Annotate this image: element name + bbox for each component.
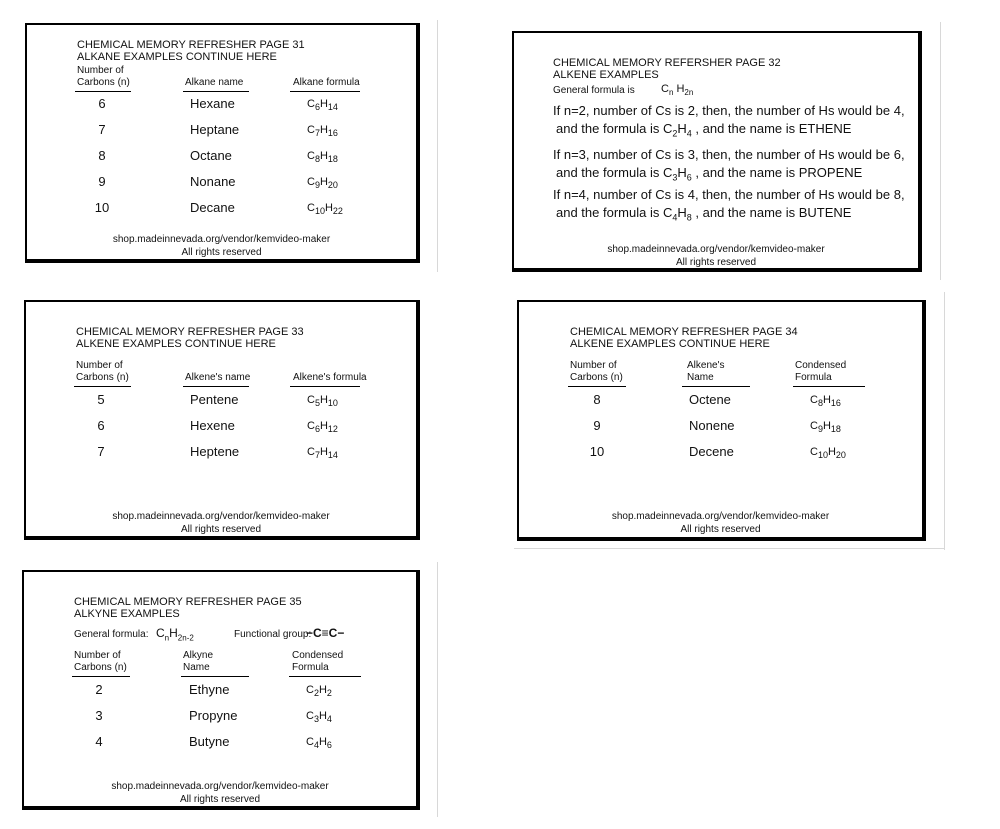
general-formula-label: General formula: xyxy=(74,629,149,640)
card-page-35 xyxy=(22,570,420,810)
card-page-31 xyxy=(25,23,420,263)
formula-carbon: C xyxy=(307,124,315,136)
formula-carbon-subscript: 3 xyxy=(313,714,319,724)
footer xyxy=(27,233,416,259)
formula-carbon: C xyxy=(307,202,315,214)
formula-hydrogen-subscript: 2 xyxy=(326,688,332,698)
formula-carbon: C xyxy=(307,446,315,458)
example-name-suffix: , and the name is PROPENE xyxy=(695,165,863,180)
compound-name: Propyne xyxy=(189,708,238,723)
footer-rights: All rights reserved xyxy=(675,257,757,268)
formula-hydrogen-subscript: 6 xyxy=(686,172,692,183)
general-formula xyxy=(661,83,693,99)
compound-name: Heptane xyxy=(190,122,240,137)
footer-shop-url: shop.madeinnevada.org/vendor/kemvideo-maker xyxy=(112,511,330,522)
formula-carbon: C xyxy=(810,394,818,406)
col-header-number xyxy=(74,650,127,674)
footer-rights: All rights reserved xyxy=(179,794,261,805)
compound-formula xyxy=(307,420,338,434)
formula-hydrogen: H xyxy=(319,98,328,110)
carbon-count: 6 xyxy=(98,96,106,111)
header-underline xyxy=(72,676,130,677)
formula-hydrogen: H xyxy=(318,684,327,696)
header-underline xyxy=(568,386,626,387)
footer-shop-url: shop.madeinnevada.org/vendor/kemvideo-maker xyxy=(112,234,331,245)
page-edge xyxy=(437,562,438,817)
formula-hydrogen-subscript: 20 xyxy=(327,180,338,190)
formula-hydrogen-subscript: 2n xyxy=(684,88,694,98)
formula-hydrogen-subscript: 14 xyxy=(327,450,338,460)
formula-hydrogen-subscript: 10 xyxy=(327,398,338,408)
col-header-number-line2: Carbons (n) xyxy=(76,372,129,383)
header-underline xyxy=(289,676,361,677)
col-header-name xyxy=(183,650,213,674)
formula-carbon-subscript: 10 xyxy=(314,206,325,216)
example-formula-prefix: and the formula is xyxy=(556,205,660,220)
compound-name: Heptene xyxy=(190,444,240,459)
footer xyxy=(24,780,416,806)
compound-formula xyxy=(810,394,841,408)
general-formula xyxy=(156,627,194,644)
formula-hydrogen-subscript: 14 xyxy=(327,102,338,112)
compound-formula xyxy=(307,124,338,138)
page-edge xyxy=(940,22,941,280)
compound-name: Pentene xyxy=(190,392,239,407)
formula-carbon: C xyxy=(307,98,315,110)
formula-carbon-subscript: 9 xyxy=(314,180,320,190)
header-underline xyxy=(183,386,249,387)
formula-carbon: C xyxy=(307,394,315,406)
compound-formula xyxy=(307,98,338,112)
col-header-formula: Alkene's formula xyxy=(293,372,367,383)
formula-hydrogen: H xyxy=(318,736,327,748)
compound-name: Octane xyxy=(190,148,232,163)
header-underline xyxy=(290,386,360,387)
col-header-number-line1: Number of xyxy=(74,650,121,661)
compound-formula xyxy=(307,446,338,460)
carbon-count: 7 xyxy=(98,122,106,137)
col-header-formula xyxy=(795,360,846,384)
col-header-formula-line1: Condensed xyxy=(795,360,847,371)
formula-hydrogen-subscript: 4 xyxy=(326,714,332,724)
formula-carbon: C xyxy=(662,165,673,180)
page-title: CHEMICAL MEMORY REFERSHER PAGE 32 xyxy=(553,57,781,69)
formula-hydrogen: H xyxy=(319,394,328,406)
carbon-count: 10 xyxy=(94,200,110,215)
footer-shop-url: shop.madeinnevada.org/vendor/kemvideo-maker xyxy=(111,781,329,792)
compound-name: Hexene xyxy=(190,418,235,433)
compound-formula xyxy=(306,684,332,698)
functional-group-label: Functional group: xyxy=(234,629,312,640)
example-name-suffix: , and the name is BUTENE xyxy=(695,205,852,220)
example-formula-prefix: and the formula is xyxy=(556,165,660,180)
compound-formula xyxy=(307,150,338,164)
formula-hydrogen-subscript: 8 xyxy=(686,212,692,223)
col-header-name xyxy=(687,360,725,384)
compound-formula xyxy=(307,394,338,408)
header-underline xyxy=(183,91,249,92)
page-subtitle: ALKYNE EXAMPLES xyxy=(74,608,180,620)
formula-carbon: C xyxy=(306,736,314,748)
footer-rights: All rights reserved xyxy=(180,524,262,535)
formula-hydrogen: H xyxy=(677,205,687,220)
formula-carbon-subscript: 2 xyxy=(672,128,678,139)
col-header-number-line2: Carbons (n) xyxy=(570,372,623,383)
formula-carbon: C xyxy=(661,83,669,95)
carbon-count: 3 xyxy=(95,708,103,723)
formula-carbon-subscript: 9 xyxy=(817,424,823,434)
formula-carbon-subscript: 5 xyxy=(314,398,320,408)
formula-hydrogen: H xyxy=(169,626,178,640)
formula-hydrogen: H xyxy=(319,124,328,136)
page-edge xyxy=(944,292,945,550)
formula-hydrogen: H xyxy=(822,420,831,432)
formula-carbon: C xyxy=(306,684,314,696)
card-page-33 xyxy=(24,300,420,540)
formula-hydrogen-subscript: 4 xyxy=(686,128,692,139)
page-subtitle: ALKENE EXAMPLES CONTINUE HERE xyxy=(76,338,276,350)
carbon-count: 4 xyxy=(95,734,103,749)
formula-carbon-subscript: n xyxy=(668,88,674,98)
example-line: If n=4, number of Cs is 4, then, the number of Hs would be 8, xyxy=(553,187,905,202)
formula-hydrogen-subscript: 18 xyxy=(830,424,841,434)
col-header-number-line1: Number of xyxy=(76,360,123,371)
compound-name: Octene xyxy=(689,392,731,407)
carbon-count: 2 xyxy=(95,682,103,697)
formula-carbon: C xyxy=(307,150,315,162)
formula-hydrogen-subscript: 6 xyxy=(326,740,332,750)
example-formula-line xyxy=(556,165,862,186)
carbon-count: 9 xyxy=(593,418,601,433)
formula-carbon: C xyxy=(810,446,818,458)
header-underline xyxy=(682,386,750,387)
footer xyxy=(514,243,918,269)
formula-carbon-subscript: 4 xyxy=(313,740,319,750)
formula-hydrogen-subscript: 18 xyxy=(327,154,338,164)
footer-rights: All rights reserved xyxy=(680,524,761,535)
col-header-number-line1: Number of xyxy=(77,65,124,76)
formula-carbon: C xyxy=(810,420,818,432)
general-formula-label: General formula is xyxy=(553,85,635,96)
compound-formula xyxy=(810,446,846,460)
col-header-formula-line2: Formula xyxy=(292,662,329,673)
formula-hydrogen-subscript: 22 xyxy=(332,206,343,216)
col-header-number-line1: Number of xyxy=(570,360,617,371)
example-formula-line xyxy=(556,205,851,226)
formula-carbon-subscript: 8 xyxy=(314,154,320,164)
formula-carbon-subscript: 7 xyxy=(314,450,320,460)
example-name-suffix: , and the name is ETHENE xyxy=(695,121,852,136)
compound-name: Nonane xyxy=(190,174,236,189)
col-header-name-line2: Name xyxy=(687,372,714,383)
col-header-name-line1: Alkene's xyxy=(687,360,725,371)
page-title: CHEMICAL MEMORY REFRESHER PAGE 35 xyxy=(74,596,302,608)
carbon-count: 6 xyxy=(97,418,105,433)
compound-formula xyxy=(307,176,338,190)
footer xyxy=(26,510,416,536)
formula-carbon-subscript: 7 xyxy=(314,128,320,138)
formula-carbon-subscript: 3 xyxy=(672,172,678,183)
carbon-count: 7 xyxy=(97,444,105,459)
card-page-32 xyxy=(512,31,922,272)
col-header-name-line2: Name xyxy=(183,662,210,673)
page-subtitle: ALKENE EXAMPLES xyxy=(553,69,659,81)
formula-hydrogen: H xyxy=(676,83,685,95)
card-page-34 xyxy=(517,300,926,541)
compound-name: Hexane xyxy=(190,96,235,111)
footer-shop-url: shop.madeinnevada.org/vendor/kemvideo-maker xyxy=(607,244,825,255)
example-line: If n=3, number of Cs is 3, then, the number of Hs would be 6, xyxy=(553,147,905,162)
formula-hydrogen: H xyxy=(827,446,836,458)
formula-hydrogen: H xyxy=(319,446,328,458)
col-header-name-line1: Alkyne xyxy=(183,650,214,661)
footer-shop-url: shop.madeinnevada.org/vendor/kemvideo-maker xyxy=(611,511,830,522)
formula-hydrogen-subscript: 12 xyxy=(327,424,338,434)
page-subtitle: ALKANE EXAMPLES CONTINUE HERE xyxy=(77,51,277,63)
carbon-count: 5 xyxy=(97,392,105,407)
compound-formula xyxy=(306,736,332,750)
example-formula-line xyxy=(556,121,851,142)
carbon-count: 8 xyxy=(98,148,106,163)
col-header-name: Alkane name xyxy=(185,77,244,88)
formula-hydrogen-subscript: 16 xyxy=(327,128,338,138)
formula-carbon: C xyxy=(306,710,314,722)
formula-hydrogen-subscript: 16 xyxy=(830,398,841,408)
compound-formula xyxy=(307,202,343,216)
col-header-formula: Alkane formula xyxy=(293,77,360,88)
formula-carbon-subscript: 10 xyxy=(817,450,828,460)
formula-hydrogen-subscript: 2n-2 xyxy=(177,633,194,643)
functional-group-value: −C≡C− xyxy=(306,626,345,640)
col-header-name: Alkene's name xyxy=(185,372,251,383)
compound-name: Decene xyxy=(689,444,734,459)
formula-carbon: C xyxy=(307,420,315,432)
compound-name: Butyne xyxy=(189,734,230,749)
formula-carbon: C xyxy=(307,176,315,188)
footer-rights: All rights reserved xyxy=(181,247,262,258)
compound-name: Nonene xyxy=(689,418,735,433)
col-header-number xyxy=(570,360,623,384)
header-underline xyxy=(793,386,865,387)
formula-carbon-subscript: n xyxy=(164,633,170,643)
formula-carbon-subscript: 4 xyxy=(672,212,678,223)
formula-hydrogen: H xyxy=(324,202,333,214)
formula-carbon: C xyxy=(156,626,165,640)
formula-carbon-subscript: 8 xyxy=(817,398,823,408)
formula-carbon-subscript: 6 xyxy=(314,102,320,112)
page-edge xyxy=(514,548,945,549)
formula-hydrogen: H xyxy=(319,420,328,432)
col-header-number-line2: Carbons (n) xyxy=(77,77,130,88)
formula-hydrogen: H xyxy=(677,165,687,180)
page-title: CHEMICAL MEMORY REFRESHER PAGE 34 xyxy=(570,326,798,338)
page-title: CHEMICAL MEMORY REFRESHER PAGE 33 xyxy=(76,326,304,338)
formula-hydrogen: H xyxy=(319,150,328,162)
compound-formula xyxy=(306,710,332,724)
page-edge xyxy=(437,20,438,272)
carbon-count: 8 xyxy=(593,392,601,407)
col-header-formula-line1: Condensed xyxy=(292,650,344,661)
formula-hydrogen: H xyxy=(318,710,327,722)
carbon-count: 9 xyxy=(98,174,106,189)
col-header-formula-line2: Formula xyxy=(795,372,832,383)
compound-name: Decane xyxy=(190,200,235,215)
compound-formula xyxy=(810,420,841,434)
header-underline xyxy=(74,386,131,387)
col-header-number xyxy=(77,65,130,89)
footer xyxy=(519,510,922,536)
col-header-formula xyxy=(292,650,343,674)
example-line: If n=2, number of Cs is 2, then, the number of Hs would be 4, xyxy=(553,103,905,118)
header-underline xyxy=(181,676,249,677)
formula-hydrogen-subscript: 20 xyxy=(835,450,846,460)
carbon-count: 10 xyxy=(589,444,605,459)
formula-carbon: C xyxy=(662,121,673,136)
formula-carbon-subscript: 6 xyxy=(314,424,320,434)
formula-hydrogen: H xyxy=(822,394,831,406)
header-underline xyxy=(75,91,131,92)
page-subtitle: ALKENE EXAMPLES CONTINUE HERE xyxy=(570,338,770,350)
formula-carbon-subscript: 2 xyxy=(313,688,319,698)
formula-hydrogen: H xyxy=(319,176,328,188)
header-underline xyxy=(290,91,360,92)
compound-name: Ethyne xyxy=(189,682,230,697)
example-formula-prefix: and the formula is xyxy=(556,121,660,136)
col-header-number xyxy=(76,360,129,384)
col-header-number-line2: Carbons (n) xyxy=(74,662,127,673)
formula-carbon: C xyxy=(662,205,673,220)
formula-hydrogen: H xyxy=(677,121,687,136)
page-title: CHEMICAL MEMORY REFRESHER PAGE 31 xyxy=(77,39,305,51)
